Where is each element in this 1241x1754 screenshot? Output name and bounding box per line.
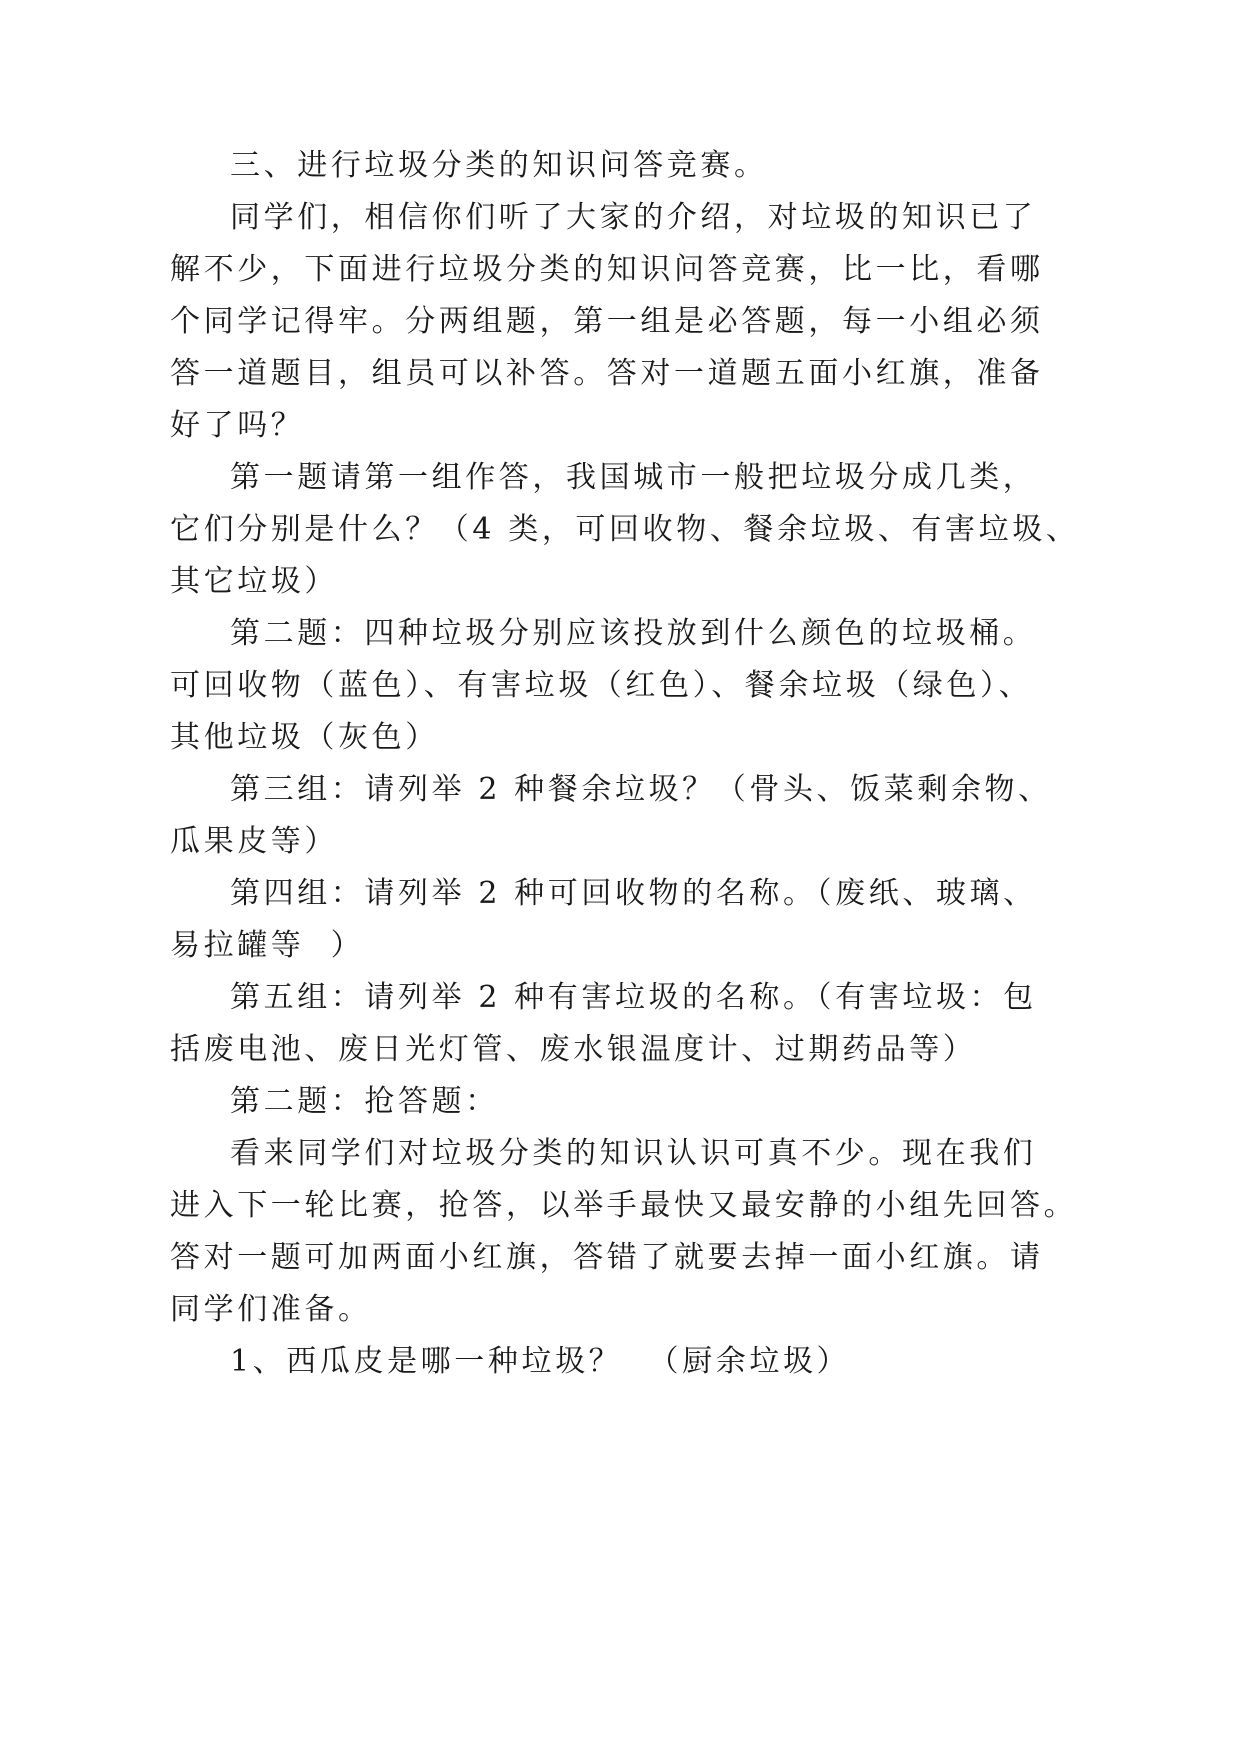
text-line: 第二题：四种垃圾分别应该投放到什么颜色的垃圾桶。 (230, 616, 1037, 651)
text-line: 答一道题目，组员可以补答。答对一道题五面小红旗，准备 (170, 356, 1044, 391)
text-line: 瓜果皮等） (170, 824, 338, 859)
text-line: 其他垃圾（灰色） (170, 720, 439, 755)
text-line: 它们分别是什么？（4 类，可回收物、餐余垃圾、有害垃圾、 (170, 512, 1080, 547)
text-line: 个同学记得牢。分两组题，第一组是必答题，每一小组必须 (170, 304, 1044, 339)
text-line: 第一题请第一组作答，我国城市一般把垃圾分成几类， (230, 460, 1037, 495)
text-line: 其它垃圾） (170, 564, 338, 599)
text-line: 可回收物（蓝色）、有害垃圾（红色）、餐余垃圾（绿色）、 (170, 668, 1033, 703)
text-line: 括废电池、废日光灯管、废水银温度计、过期药品等） (170, 1032, 977, 1067)
text-line: 同学们，相信你们听了大家的介绍，对垃圾的知识已了 (230, 200, 1037, 235)
text-line: 第五组：请列举 2 种有害垃圾的名称。（有害垃圾：包 (230, 980, 1037, 1015)
text-line: 第四组：请列举 2 种可回收物的名称。（废纸、玻璃、 (230, 876, 1037, 911)
text-line: 同学们准备。 (170, 1292, 372, 1327)
text-line: 解不少，下面进行垃圾分类的知识问答竞赛，比一比，看哪 (170, 252, 1044, 287)
section-heading: 三、进行垃圾分类的知识问答竞赛。 (230, 148, 768, 183)
text-line: 易拉罐等 ） (170, 928, 365, 963)
text-line: 好了吗？ (170, 408, 305, 443)
text-line: 答对一题可加两面小红旗，答错了就要去掉一面小红旗。请 (170, 1240, 1044, 1275)
text-line: 看来同学们对垃圾分类的知识认识可真不少。现在我们 (230, 1136, 1037, 1171)
text-line: 第二题：抢答题： (230, 1084, 499, 1119)
text-line: 第三组：请列举 2 种餐余垃圾？（骨头、饭菜剩余物、 (230, 772, 1052, 807)
text-line: 进入下一轮比赛，抢答，以举手最快又最安静的小组先回答。 (170, 1188, 1078, 1223)
text-line: 1、西瓜皮是哪一种垃圾？ （厨余垃圾） (230, 1344, 851, 1379)
